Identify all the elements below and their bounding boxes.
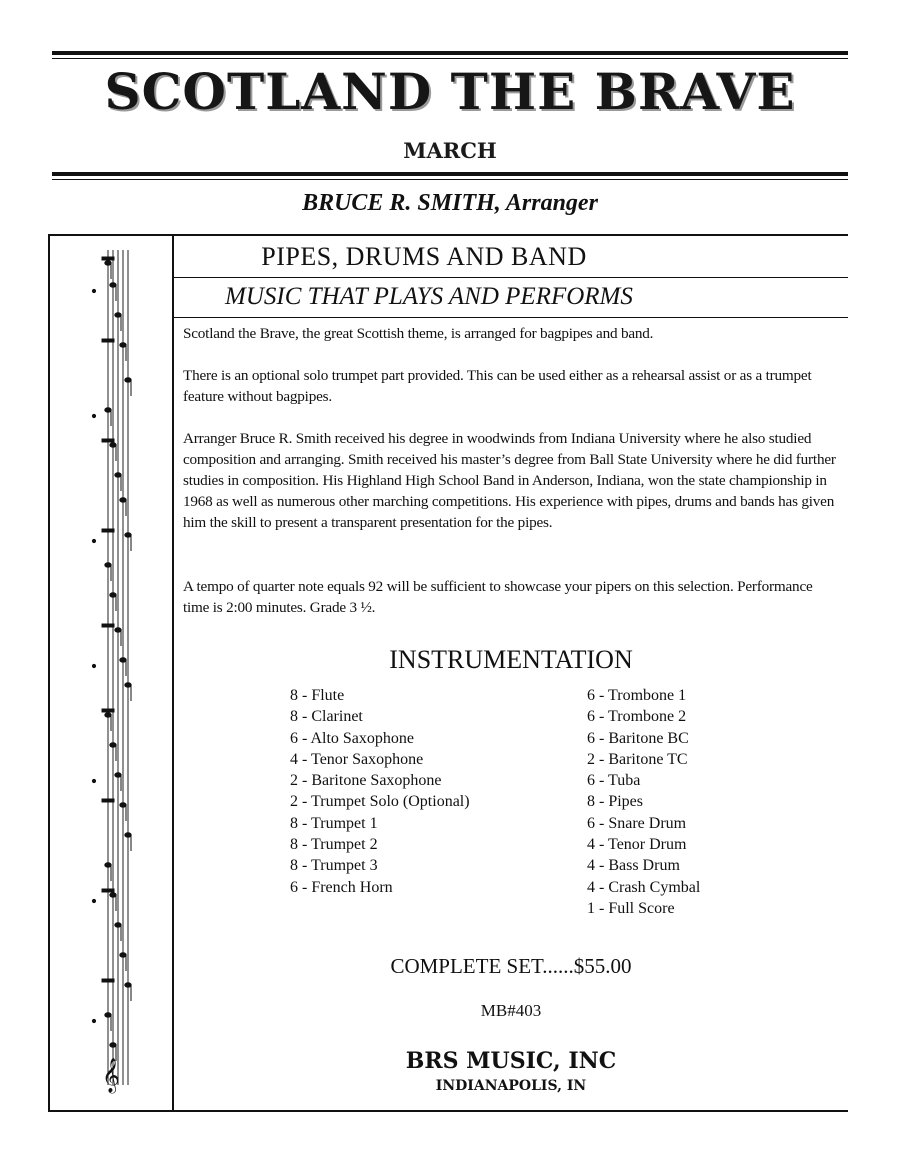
- instrument-item: 6 - Alto Saxophone: [290, 729, 414, 747]
- frame-bottom-border: [48, 1110, 848, 1112]
- grace-note: [92, 779, 95, 782]
- note-head: [105, 1013, 111, 1017]
- instrument-item: 6 - Snare Drum: [587, 814, 687, 832]
- grace-note: [92, 289, 95, 292]
- note-beam: [102, 439, 114, 442]
- page-title: SCOTLAND THE BRAVE: [104, 62, 796, 121]
- grace-note: [92, 664, 95, 667]
- grace-note: [92, 1019, 95, 1022]
- grace-note: [92, 539, 95, 542]
- note-beam: [102, 624, 114, 627]
- note-head: [120, 953, 126, 957]
- note-head: [125, 983, 131, 987]
- instrument-item: 4 - Tenor Drum: [587, 836, 687, 854]
- panel-heading-ensemble: PIPES, DRUMS AND BAND: [261, 242, 587, 271]
- publisher-location: INDIANAPOLIS, IN: [435, 1078, 587, 1094]
- note-head: [120, 498, 126, 502]
- note-head: [105, 863, 111, 867]
- note-head: [110, 593, 116, 597]
- instrument-item: 2 - Baritone Saxophone: [290, 772, 442, 790]
- note-beam: [102, 889, 114, 892]
- note-beam: [102, 709, 114, 712]
- instrument-item: 4 - Crash Cymbal: [587, 878, 701, 896]
- header-rule: [52, 172, 848, 180]
- note-head: [105, 713, 111, 717]
- note-head: [125, 533, 131, 537]
- grace-note: [92, 899, 95, 902]
- top-rule: [52, 51, 848, 59]
- complete-set-price: COMPLETE SET......$55.00: [390, 954, 632, 978]
- frame-left-border: [48, 235, 50, 1112]
- instrument-item: 1 - Full Score: [587, 899, 675, 917]
- instrument-item: 4 - Tenor Saxophone: [290, 750, 424, 768]
- music-staff-image: [80, 245, 150, 1100]
- instrument-item: 8 - Trumpet 2: [290, 836, 378, 854]
- note-beam: [102, 339, 114, 342]
- catalog-number: MB#403: [480, 1001, 542, 1020]
- note-head: [125, 378, 131, 382]
- note-head: [115, 923, 121, 927]
- note-head: [115, 773, 121, 777]
- description-paragraph: Scotland the Brave, the great Scottish theme, is arranged for bagpipes and band.: [183, 325, 654, 342]
- instrument-item: 8 - Trumpet 1: [290, 814, 378, 832]
- note-beam: [102, 257, 114, 260]
- publisher-name: BRS MUSIC, INC: [405, 1048, 617, 1074]
- page-subtitle: MARCH: [403, 138, 497, 163]
- instrument-item: 4 - Bass Drum: [587, 857, 680, 875]
- frame-top-border: [48, 234, 848, 236]
- note-head: [110, 283, 116, 287]
- svg-text:𝄞: 𝄞: [102, 1058, 120, 1093]
- heading-rule-2: [174, 317, 848, 318]
- description-paragraph: A tempo of quarter note equals 92 will be sufficient to showcase your pipers on this selection. Performance time is 2:00 minutes. Grade 3 ½.: [183, 578, 813, 616]
- note-head: [120, 343, 126, 347]
- instrument-item: 8 - Flute: [290, 687, 345, 704]
- instrument-item: 6 - Trombone 1: [587, 687, 687, 704]
- note-head: [110, 1043, 116, 1047]
- note-head: [105, 261, 111, 265]
- instrument-item: 6 - Baritone BC: [587, 729, 689, 747]
- panel-heading-tagline: MUSIC THAT PLAYS AND PERFORMS: [225, 283, 633, 310]
- description-paragraph: There is an optional solo trumpet part provided. This can be used either as a rehearsal assist or as a trumpet feature without bagpipes.: [183, 367, 812, 405]
- instrument-item: 6 - Tuba: [587, 772, 641, 790]
- note-beam: [102, 529, 114, 532]
- note-head: [110, 893, 116, 897]
- note-head: [105, 563, 111, 567]
- note-beam: [102, 979, 114, 982]
- instrument-item: 6 - Trombone 2: [587, 708, 687, 726]
- note-head: [105, 408, 111, 412]
- instrument-item: 6 - French Horn: [290, 878, 393, 896]
- note-head: [120, 803, 126, 807]
- instrument-item: 8 - Pipes: [587, 793, 643, 811]
- instrumentation-heading: INSTRUMENTATION: [389, 645, 633, 674]
- instrument-item: 2 - Baritone TC: [587, 750, 688, 768]
- note-beam: [102, 799, 114, 802]
- note-head: [125, 833, 131, 837]
- instrument-item: 8 - Clarinet: [290, 708, 363, 726]
- grace-note: [92, 414, 95, 417]
- note-head: [115, 628, 121, 632]
- description-paragraph: Arranger Bruce R. Smith received his degree in woodwinds from Indiana University where he also studied composition and arranging. Smith received his master’s degree from Ball State University where he did further studies in composition. His Highland High School Band in Anderson, Indiana, won the state championship in 1968 as well as numerous other marching competitions. His experience with pipes, drums and bands has given him the skill to present a transparent presentation for the pipes.: [183, 430, 836, 531]
- note-head: [125, 683, 131, 687]
- instrument-item: 2 - Trumpet Solo (Optional): [290, 793, 470, 811]
- arranger-credit: BRUCE R. SMITH, Arranger: [302, 190, 598, 216]
- note-head: [115, 313, 121, 317]
- note-head: [120, 658, 126, 662]
- note-head: [115, 473, 121, 477]
- instrument-item: 8 - Trumpet 3: [290, 857, 378, 875]
- instrumentation-list-right: [587, 685, 700, 919]
- note-head: [110, 743, 116, 747]
- note-head: [110, 443, 116, 447]
- heading-rule-1: [174, 277, 848, 278]
- instrumentation-list-left: [290, 685, 470, 898]
